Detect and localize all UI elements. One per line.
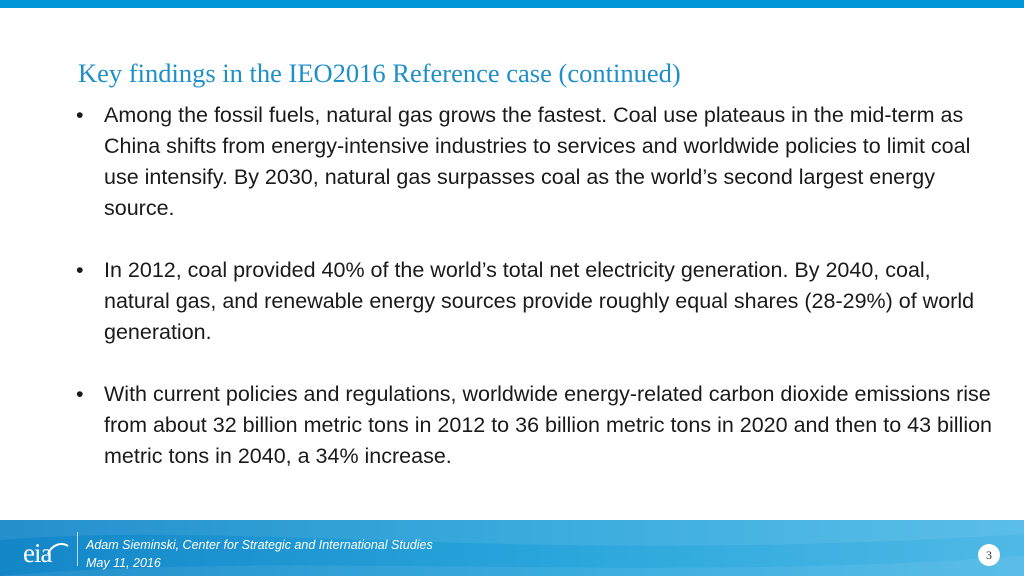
bullet-dot-icon: •: [76, 382, 84, 406]
footer-divider: [77, 532, 78, 566]
bullet-item: [76, 379, 996, 472]
bullet-dot-icon: •: [76, 103, 84, 127]
footer-bar: [0, 520, 1024, 576]
bullet-list: [76, 100, 996, 503]
bullet-item: [76, 255, 996, 348]
logo-text: eia: [23, 538, 52, 568]
footer-date: May 11, 2016: [86, 556, 161, 570]
bullet-text: With current policies and regulations, worldwide energy-related carbon dioxide emissions rise from about 32 billion metric tons in 2012 to 36 billion metric tons in 2020 and then to 43 billion metric tons in 2040, a 34% increase.: [104, 382, 993, 468]
bullet-text: Among the fossil fuels, natural gas grows the fastest. Coal use plateaus in the mid-term as China shifts from energy-intensive industries to services and worldwide policies to limit coal use intensify. By 2030, natural gas surpasses coal as the world’s second largest energy source.: [104, 103, 971, 220]
slide-title: Key findings in the IEO2016 Reference case (continued): [78, 58, 681, 88]
bullet-item: [76, 100, 996, 224]
top-accent-bar: [0, 0, 1024, 8]
footer-presenter: Adam Sieminski, Center for Strategic and International Studies: [86, 538, 433, 552]
bullet-text: In 2012, coal provided 40% of the world’s total net electricity generation. By 2040, coal, natural gas, and renewable energy sources provide roughly equal shares (28-29%) of world generation.: [104, 258, 975, 344]
bullet-dot-icon: •: [76, 258, 84, 282]
page-number-badge: 3: [978, 544, 1000, 566]
